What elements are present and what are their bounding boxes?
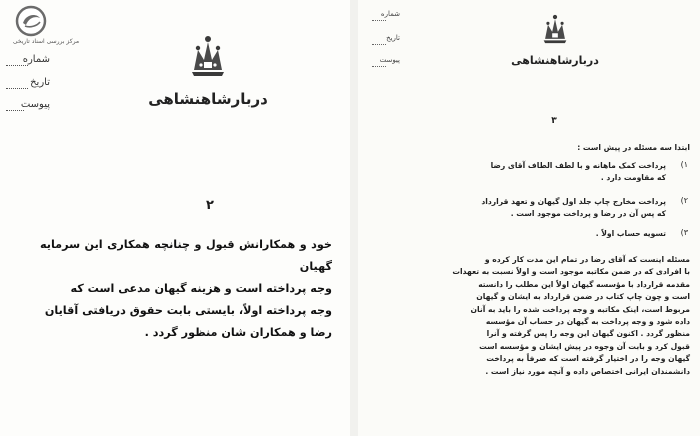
letter-heading-title: دربارشاهنشاهی [148, 90, 268, 108]
letter-paragraph [402, 254, 690, 378]
page-number: ۲ [206, 198, 214, 213]
numbered-item-line: پرداخت کمک ماهانه و با لطف الطاف آقای رضا [490, 161, 666, 170]
numbered-item-line: که پس آن در رضا و پرداخت موجود است . [510, 209, 666, 219]
numbered-item [478, 228, 666, 240]
numbered-item [404, 196, 666, 221]
letter-date-line [6, 88, 28, 89]
letter-body-line: خود و همکارانش قبول و چنانچه همکاری این سرمایه گهیان [40, 238, 332, 273]
letter-number-line [6, 65, 28, 66]
numbered-item [404, 160, 666, 185]
item-number: ۲) [680, 196, 688, 205]
letter-body-line: وجه پرداخته اولاً، بایستی بابت حقوق دریافتی آقایان [44, 304, 332, 317]
numbered-item-line: تسویه حساب اولاً . [595, 229, 666, 238]
letter-number-label: شماره [380, 10, 400, 18]
letter-attachment-label: پیوست [379, 56, 400, 64]
crown-emblem-icon [540, 12, 570, 46]
letter-attachment-line [372, 66, 386, 67]
crown-emblem-icon [188, 32, 228, 80]
paragraph-line: دانشمندان ایرانی اختصاص داده و آنچه مورد نیاز است . [485, 366, 690, 376]
page-number: ۳ [551, 116, 557, 126]
letter-intro: ابتدا سه مسئله در پیش است : [577, 143, 690, 152]
letter-body [40, 234, 332, 344]
paragraph-line: گیهان وجه را در اختیار گرفته است که صرفاً به پرداخت [486, 354, 690, 364]
right-letter-page [358, 0, 700, 436]
paragraph-line: است و چون چاپ کتاب در ضمن قرارداد به ایشان و گیهان [476, 292, 690, 302]
paragraph-line: قبول کرد و بابت آن وجوه در پیش ایشان و مؤسسه است [479, 341, 690, 351]
letter-date-line [372, 44, 386, 45]
paragraph-line: داده شود و وجه پرداخت به گیهان در حساب آن مؤسسه [485, 317, 690, 327]
paragraph-line: مسئله اینست که آقای رضا در تمام این مدت کار کرده و [484, 255, 690, 264]
letter-number-line [372, 20, 386, 21]
letter-body-line: رضا و همکاران شان منظور گردد . [144, 326, 332, 339]
letter-attachment-label: پیوست [20, 99, 50, 110]
item-number: ۳) [680, 228, 688, 237]
archive-logo-text: مرکز بررسی اسناد تاریخی [12, 38, 80, 45]
paragraph-line: مقدمه قرارداد با مؤسسه گیهان اولاً این مطلب را دانسته [478, 279, 690, 289]
item-number: ۱) [680, 160, 688, 169]
numbered-item-line: پرداخت مخارج چاپ جلد اول گیهان و تعهد قرارداد [481, 197, 666, 206]
page-gutter [350, 0, 358, 436]
letter-body-line: وجه پرداخته است و هزینه گیهان مدعی است که [70, 282, 332, 295]
paragraph-line: با افرادی که در ضمن مکاتبه موجود است و اولاً نسبت به تعهدات [452, 267, 690, 277]
letter-date-label: تاریخ [386, 34, 400, 42]
letter-date-label: تاریخ [30, 77, 50, 88]
numbered-item-line: که مقاومت دارد . [600, 173, 666, 183]
letter-attachment-line [6, 110, 24, 111]
paragraph-line: مربوط است، اینک مکاتبه و وجه پرداخت شده را باید به آنان [470, 304, 690, 314]
letter-number-label: شماره [22, 54, 50, 65]
letter-heading-title: دربارشاهنشاهی [511, 54, 599, 67]
archive-logo-icon [14, 4, 48, 38]
paragraph-line: منظور گردد . اکنون گیهان این وجه را پس گرفته و آنرا [486, 329, 690, 339]
